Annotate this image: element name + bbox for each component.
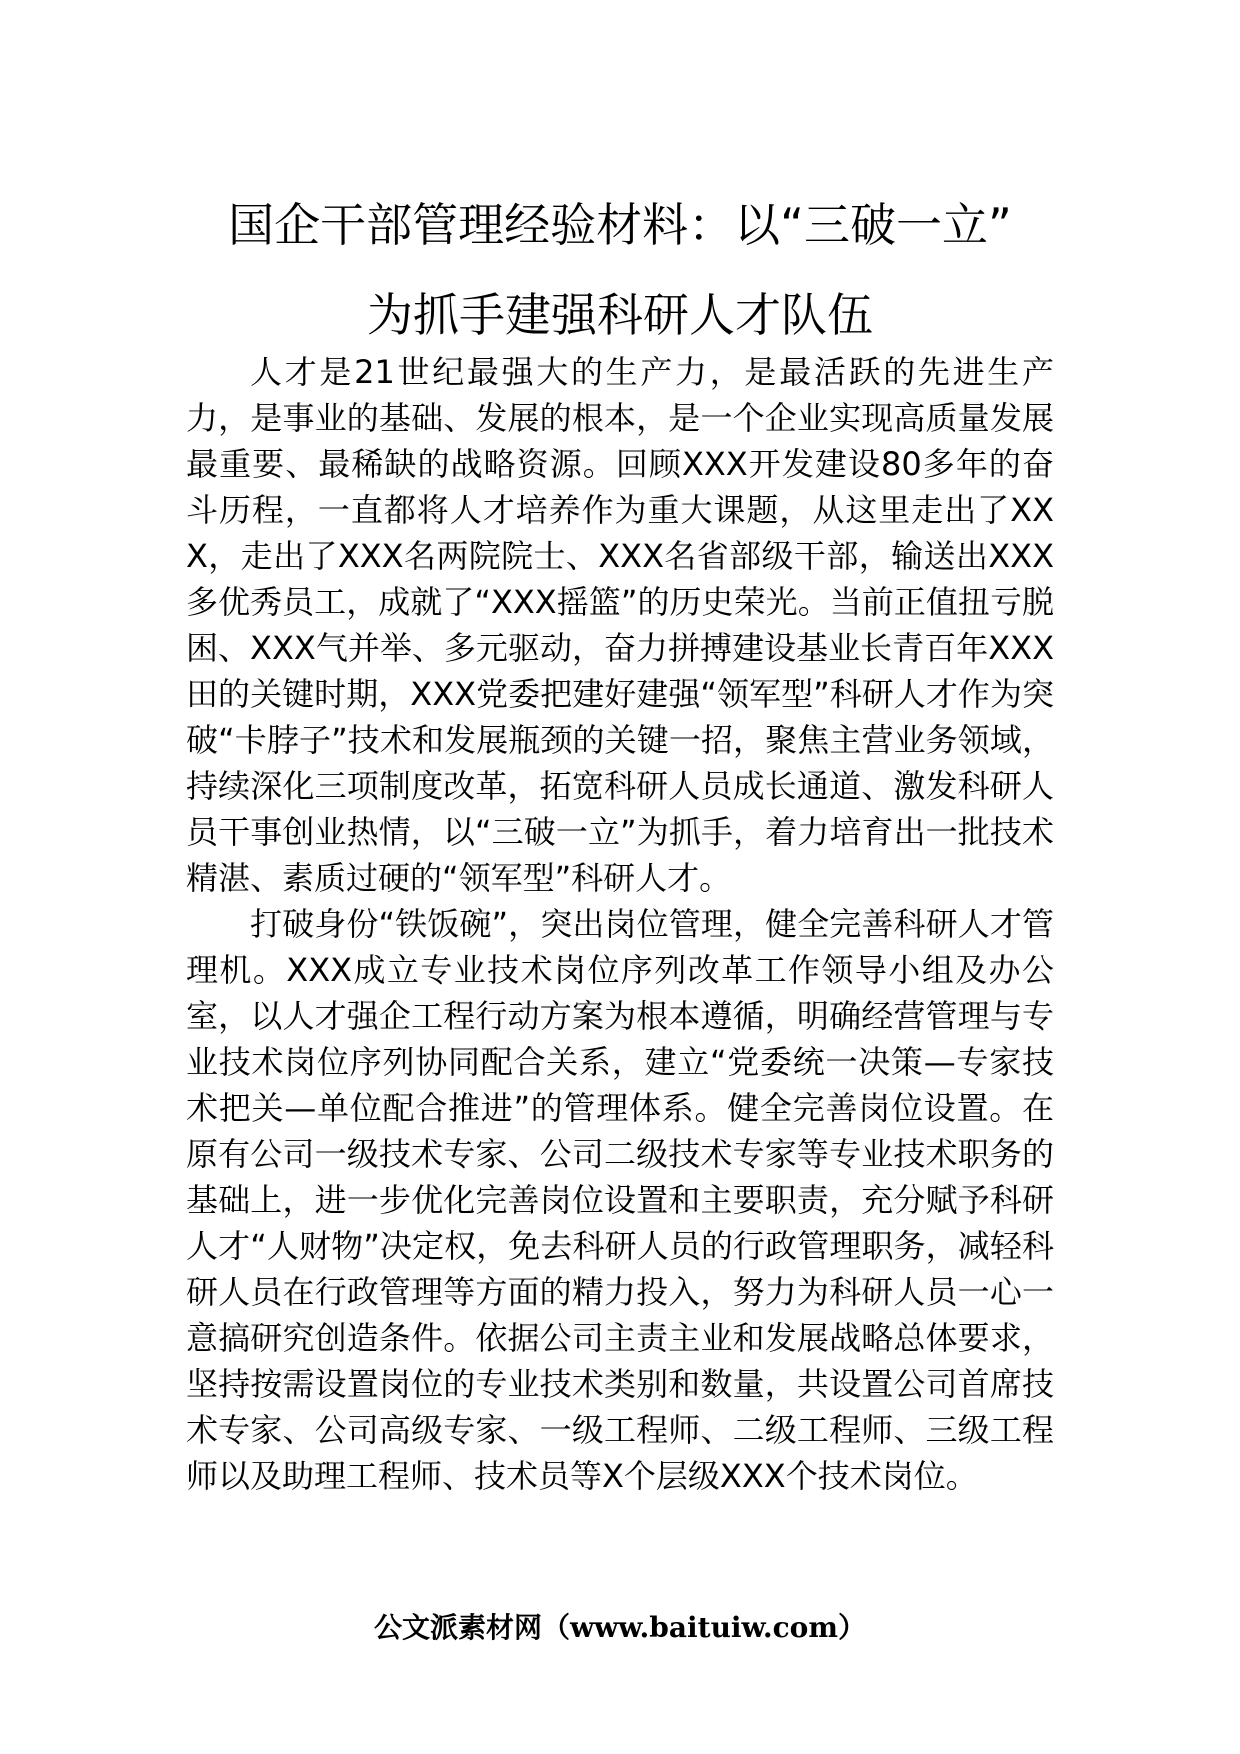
paragraph-2: 打破身份“铁饭碗”，突出岗位管理，健全完善科研人才管理机。XXX成立专业技术岗位序列改革工作领导小组及办公室，以人才强企工程行动方案为根本遵循，明确经营管理与专业技术岗位序列协同配合关系，建立“党委统一决策—专家技术把关—单位配合推进”的管理体系。健全完善岗位设置。在原有公司一级技术专家、公司二级技术专家等专业技术职务的基础上，进一步优化完善岗位设置和主要职责，充分赋予科研人才“人财物”决定权，免去科研人员的行政管理职务，减轻科研人员在行政管理等方面的精力投入，努力为科研人员一心一意搞研究创造条件。依据公司主责主业和发展战略总体要求，坚持按需设置岗位的专业技术类别和数量，共设置公司首席技术专家、公司高级专家、一级工程师、二级工程师、三级工程师以及助理工程师、技术员等X个层级XXX个技术岗位。 — [186, 905, 1054, 1495]
title-line-2: 为抓手建强科研人才队伍 — [367, 288, 873, 342]
title-line-1: 国企干部管理经验材料：以“三破一立” — [228, 198, 1012, 252]
paragraph-1: 人才是21世纪最强大的生产力，是最活跃的先进生产力，是事业的基础、发展的根本，是一个企业实现高质量发展最重要、最稀缺的战略资源。回顾XXX开发建设80多年的奋斗历程，一直都将人才培养作为重大课题，从这里走出了XXX，走出了XXX名两院院士、XXX名省部级干部，输送出XXX多优秀员工，成就了“XXX摇篮”的历史荣光。当前正值扭亏脱困、XXX气并举、多元驱动，奋力拼搏建设基业长青百年XXX田的关键时期，XXX党委把建好建强“领军型”科研人才作为突破“卡脖子”技术和发展瓶颈的关键一招，聚焦主营业务领域，持续深化三项制度改革，拓宽科研人员成长通道、激发科研人员干事创业热情，以“三破一立”为抓手，着力培育出一批技术精湛、素质过硬的“领军型”科研人才。 — [186, 353, 1054, 897]
document-title — [120, 180, 1120, 360]
footer-watermark: 公文派素材网（www.baituiw.com） — [374, 1611, 866, 1644]
document-body — [186, 349, 1054, 1499]
